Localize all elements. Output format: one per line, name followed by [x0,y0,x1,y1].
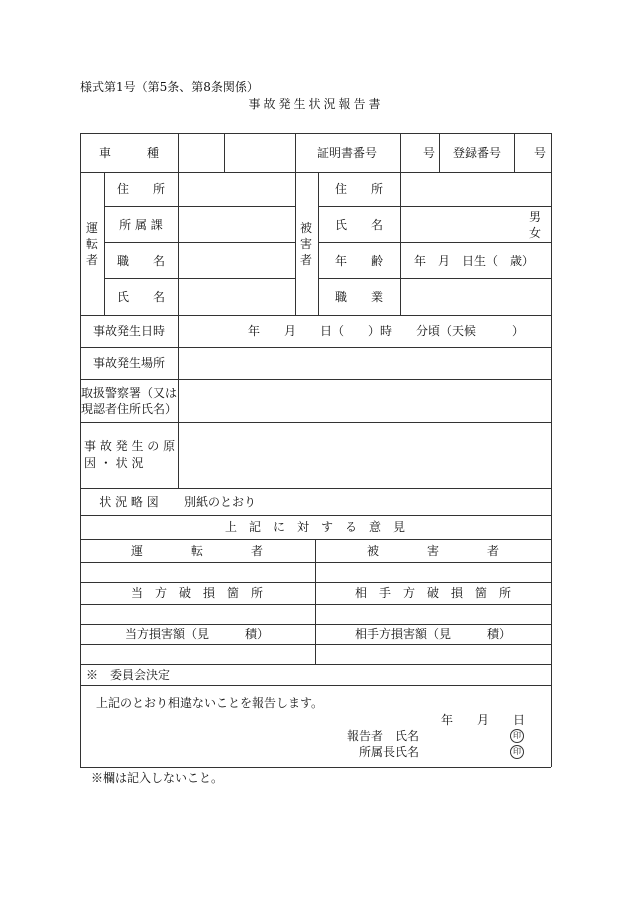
department-head-label: 所属長氏名 [359,745,420,759]
own-damage-label: 当 方 破 損 箇 所 [130,586,264,600]
own-amount-label: 当方損害額（見 積） [124,627,270,641]
driver-address-label: 住 所 [116,182,166,196]
accident-datetime-value: 年 月 日（ ）時 分頃（天候 ） [248,324,525,338]
police-label-line2: 現認者住所氏名） [80,402,178,416]
seal-icon: 印 [510,729,524,743]
victim-name-label: 氏 名 [334,218,384,232]
victim-address-label: 住 所 [334,182,384,196]
sketch-value: 別紙のとおり [184,495,257,509]
cert-number-suffix: 号 [422,146,436,160]
seal-icon: 印 [510,745,524,759]
document-title: 事故発生状況報告書 [248,97,384,111]
victim-birth-value: 年 月 日生（ 歳） [413,254,535,268]
sketch-label: 状 況 略 図 [99,495,159,509]
driver-position-label: 職 名 [116,254,166,268]
vehicle-type-label: 車 種 [98,146,160,160]
driver-group-char: 者 [85,253,99,267]
other-damage-label: 相 手 方 破 損 箇 所 [354,586,512,600]
gender-female: 女 [529,226,542,240]
reg-number-label: 登録番号 [452,146,502,160]
report-statement: 上記のとおり相違ないことを報告します。 [96,696,324,710]
victim-age-label: 年 齢 [334,254,384,268]
driver-name-label: 氏 名 [116,290,166,304]
form-number: 様式第1号（第5条、第8条関係） [80,80,259,94]
victim-group-char: 者 [299,253,313,267]
victim-group-char: 被 [299,221,313,235]
gender-male: 男 [529,210,542,224]
other-amount-label: 相手方損害額（見 積） [354,627,512,641]
driver-group-char: 運 [85,221,99,235]
reporter-name-label: 報告者 氏名 [347,729,420,743]
driver-group-char: 転 [85,237,99,251]
footnote: ※欄は記入しないこと。 [91,771,224,785]
accident-datetime-label: 事故発生日時 [92,324,166,338]
opinion-title: 上 記 に 対 す る 意 見 [224,520,406,534]
cert-number-label: 証明書番号 [316,146,378,160]
victim-group-char: 害 [299,237,313,251]
accident-place-label: 事故発生場所 [92,356,166,370]
cause-label-line1: 事 故 発 生 の 原 [84,439,176,453]
committee-decision: ※ 委員会決定 [86,668,171,682]
accident-report-form [80,133,551,767]
opinion-driver-label: 運 転 者 [130,544,264,558]
victim-occupation-label: 職 業 [334,290,384,304]
police-label-line1: 取扱警察署（又は [80,386,178,400]
opinion-victim-label: 被 害 者 [366,544,500,558]
driver-department-label: 所 属 課 [119,218,163,232]
report-date: 年 月 日 [441,713,526,727]
cause-label-line2: 因 ・ 状 況 [84,456,144,470]
reg-number-suffix: 号 [533,146,547,160]
